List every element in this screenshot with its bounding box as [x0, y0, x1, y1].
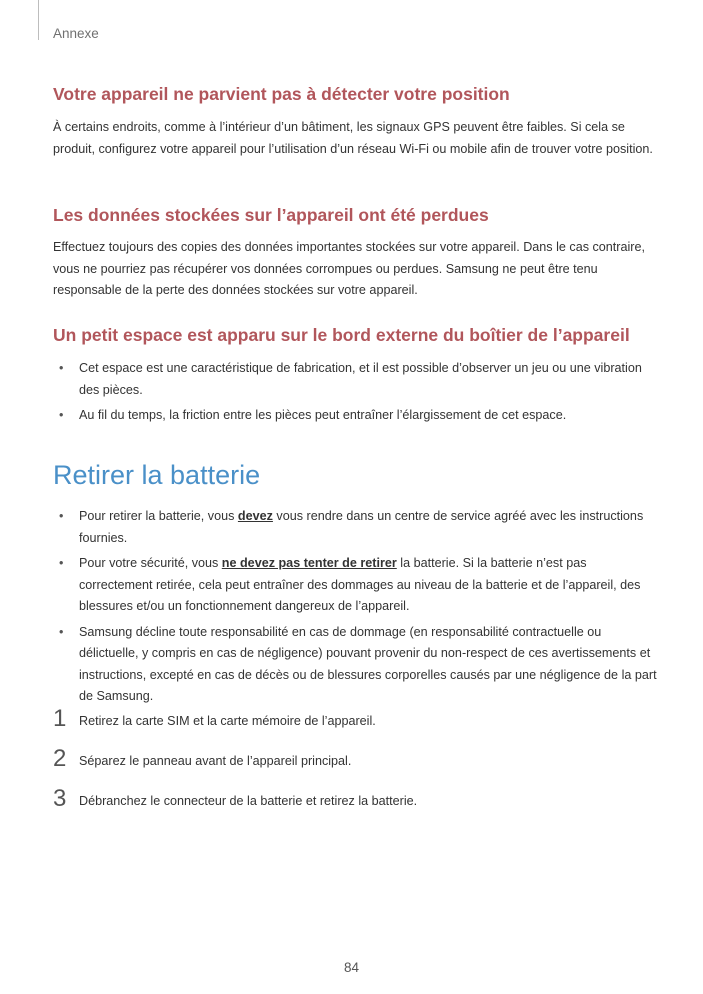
- list-item: [53, 622, 658, 708]
- bullet-list-gap: [53, 358, 658, 427]
- bullet-text-after: la batterie. Si la batterie n’est pas correctement retirée, cela peut entraîner des dommages au niveau de la batterie et de l’appareil, des blessures et/ou un fonctionnement dangereux de l’appareil.: [79, 556, 641, 613]
- heading-remove-battery: Retirer la batterie: [53, 460, 261, 490]
- step-1: [53, 705, 663, 751]
- heading-location: Votre appareil ne parvient pas à détecter votre position: [53, 84, 510, 104]
- bullet-icon: •: [59, 408, 64, 422]
- heading-gap: Un petit espace est apparu sur le bord externe du boîtier de l’appareil: [53, 325, 630, 345]
- steps-list: [53, 705, 663, 831]
- step-number: 1: [53, 705, 67, 732]
- list-item: [53, 405, 658, 427]
- bullet-list-battery: [53, 506, 658, 708]
- list-item-text: Samsung décline toute responsabilité en cas de dommage (en responsabilité contractuelle ou délictuelle, y compris en cas de négligence) pouvant provenir du non-respect de ces avertissements et instructions, excepté en cas de décès ou de blessures corporelles causés par une négligence de la part de Samsung.: [79, 624, 657, 703]
- heading-data-lost: Les données stockées sur l’appareil ont été perdues: [53, 205, 489, 225]
- page-number: 84: [343, 960, 360, 975]
- bullet-text-after: vous rendre dans un centre de service agréé avec les instructions fournies.: [79, 509, 644, 545]
- paragraph-location: À certains endroits, comme à l’intérieur d’un bâtiment, les signaux GPS peuvent être faibles. Si cela se produit, configurez votre appareil pour l’utilisation d’un réseau Wi-Fi ou mobile afin de trouver votre position.: [53, 120, 653, 156]
- list-item: [53, 553, 658, 618]
- step-3: [53, 785, 663, 831]
- step-text: Débranchez le connecteur de la batterie et retirez la batterie.: [79, 794, 418, 808]
- step-text: Séparez le panneau avant de l’appareil principal.: [79, 754, 352, 768]
- bullet-icon: •: [59, 556, 64, 570]
- bullet-icon: •: [59, 361, 64, 375]
- step-text: Retirez la carte SIM et la carte mémoire de l’appareil.: [79, 714, 376, 728]
- bullet-emphasis: ne devez pas tenter de retirer: [221, 556, 397, 570]
- section-label: Annexe: [53, 26, 99, 41]
- step-2: [53, 745, 663, 791]
- step-number: 3: [53, 785, 67, 812]
- list-item-text: Cet espace est une caractéristique de fabrication, et il est possible d’observer un jeu ou une vibration des pièces.: [79, 361, 642, 397]
- bullet-text-before: Pour votre sécurité, vous: [79, 556, 222, 570]
- list-item: [53, 506, 658, 549]
- list-item-text: Au fil du temps, la friction entre les pièces peut entraîner l’élargissement de cet espace.: [79, 408, 567, 422]
- header-edge-rule: [38, 0, 39, 40]
- step-number: 2: [53, 745, 67, 772]
- bullet-emphasis: devez: [237, 509, 273, 523]
- bullet-text-before: Pour retirer la batterie, vous: [79, 509, 238, 523]
- list-item: [53, 358, 658, 401]
- bullet-icon: •: [59, 509, 64, 523]
- paragraph-data-lost: Effectuez toujours des copies des données importantes stockées sur votre appareil. Dans le cas contraire, vous ne pourriez pas récupérer vos données corrompues ou perdues. Samsung ne peut être tenu responsable de la perte des données stockées sur votre appareil.: [53, 240, 645, 297]
- bullet-icon: •: [59, 624, 64, 639]
